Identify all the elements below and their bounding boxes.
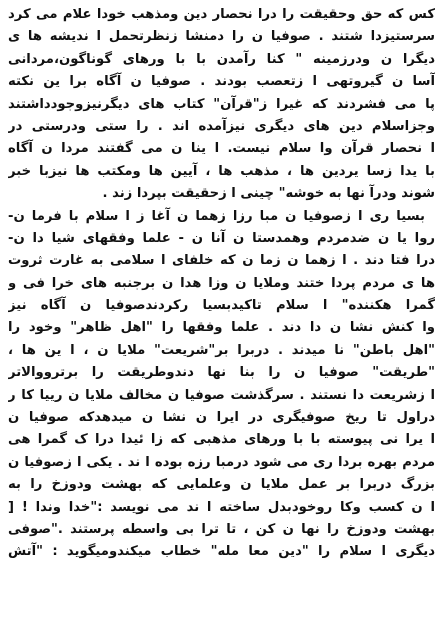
text-line: ا زشریعت دا نستند . سرگذشت صوفیا ن مخالف ملایا ن رییا کا ر <box>8 387 435 403</box>
text-line: پا می فشردند که غیرا ز"قرآن" کتاب های دیگرنیزوجودداشتند <box>8 96 435 112</box>
text-line: "اهل باطن" نا میدند . دربرا بر"شریعت" ملایا ن ، ا ین ها ، <box>8 342 435 358</box>
text-line: روا یا ن ضدمردم وهمدستا ن آنا ن - علما وفقهای شیا دا ن- <box>8 230 435 246</box>
text-line: کس که حق وحقیقت را درا نحصار دین ومذهب خودا علام می کرد <box>8 7 435 22</box>
text-line: "طریقت" صوفیا ن را بنا نها دندوطریقت را برترووالاتر <box>8 365 435 381</box>
text-line: دیگری ا سلام را "دین معا مله" خطاب میکندومیگوید : "آتش <box>8 544 435 560</box>
text-line: ا ن کسب وکا روخودبدل ساخته ا ند می نویسد :"خدا وندا ! [ <box>8 499 435 515</box>
text-line: بهشت ودوزخ را نها ن کن ، تا ترا بی واسطه پرستند ."صوفی <box>8 521 435 537</box>
text-line: با یدا زسا یردین ها ، مذهب ها ، آیین ها ومکتب ها نیزبا خبر <box>8 163 435 179</box>
text-line: درا فتا دند . ا زهما ن زما ن که خلفای ا سلامی به غارت ثروت <box>8 253 435 269</box>
text-line: شوند ودرآ نها به خوشه" چینی ا زحقیقت بپردا زند . <box>102 186 435 202</box>
text-line: وجزاسلام دین های دیگری نیزآمده اند . را ستی ودرستی در <box>8 118 435 134</box>
text-line: بزرگ دربرا بر عمل ملایا ن وعلمایی که بهشت ودوزخ را به <box>8 477 435 493</box>
text-line: گمرا هکننده" ا سلام تاکیدبسیا رکردندصوفیا ن آگاه نیز <box>8 298 435 314</box>
text-line: بسیا ری ا زصوفیا ن مبا رزا زهما ن آغا ز ا سلام با فرما ن- <box>8 208 425 224</box>
paragraph <box>8 206 435 519</box>
text-line: ا یرا نی پیوسته با با ورهای مذهبی که زا ئیدا درا ک گمرا هی <box>8 432 435 448</box>
text-line: سرستیزدا شتند . صوفیا ن را دمنشا زنظرتحمل ا ندیشه ها ی <box>8 29 435 45</box>
text-line: ا نحصار قرآن وا سلام نیست. ا ینا ن می گفتند مردا ن آگاه <box>8 141 435 157</box>
text-line: ها ی مردم پردا ختند وملایا ن وزا هدا ن برجنبه های خرا فی و <box>8 275 435 291</box>
text-line: آسا ن گیروتهی ا زتعصب بودند . صوفیا ن آگاه برا ین نکته <box>8 74 435 90</box>
text-line: وا کنش نشا ن دا دند . علما وفقها را "اهل ظاهر" وخود را <box>8 320 435 336</box>
text-line: دیگرا ن ودرزمینه " کنا رآمدن با با ورهای گوناگون،مردانی <box>8 51 435 67</box>
text-line: دراول تا ریخ صوفیگری در ایرا ن نشا ن میدهدکه صوفیا ن <box>8 410 435 426</box>
document-page <box>8 4 435 639</box>
paragraph <box>8 4 435 206</box>
paragraph <box>8 519 435 564</box>
text-line: مردم بهره بردا ری می شود درمبا رزه بوده ا ند . یکی ا زصوفیا ن <box>8 454 435 470</box>
